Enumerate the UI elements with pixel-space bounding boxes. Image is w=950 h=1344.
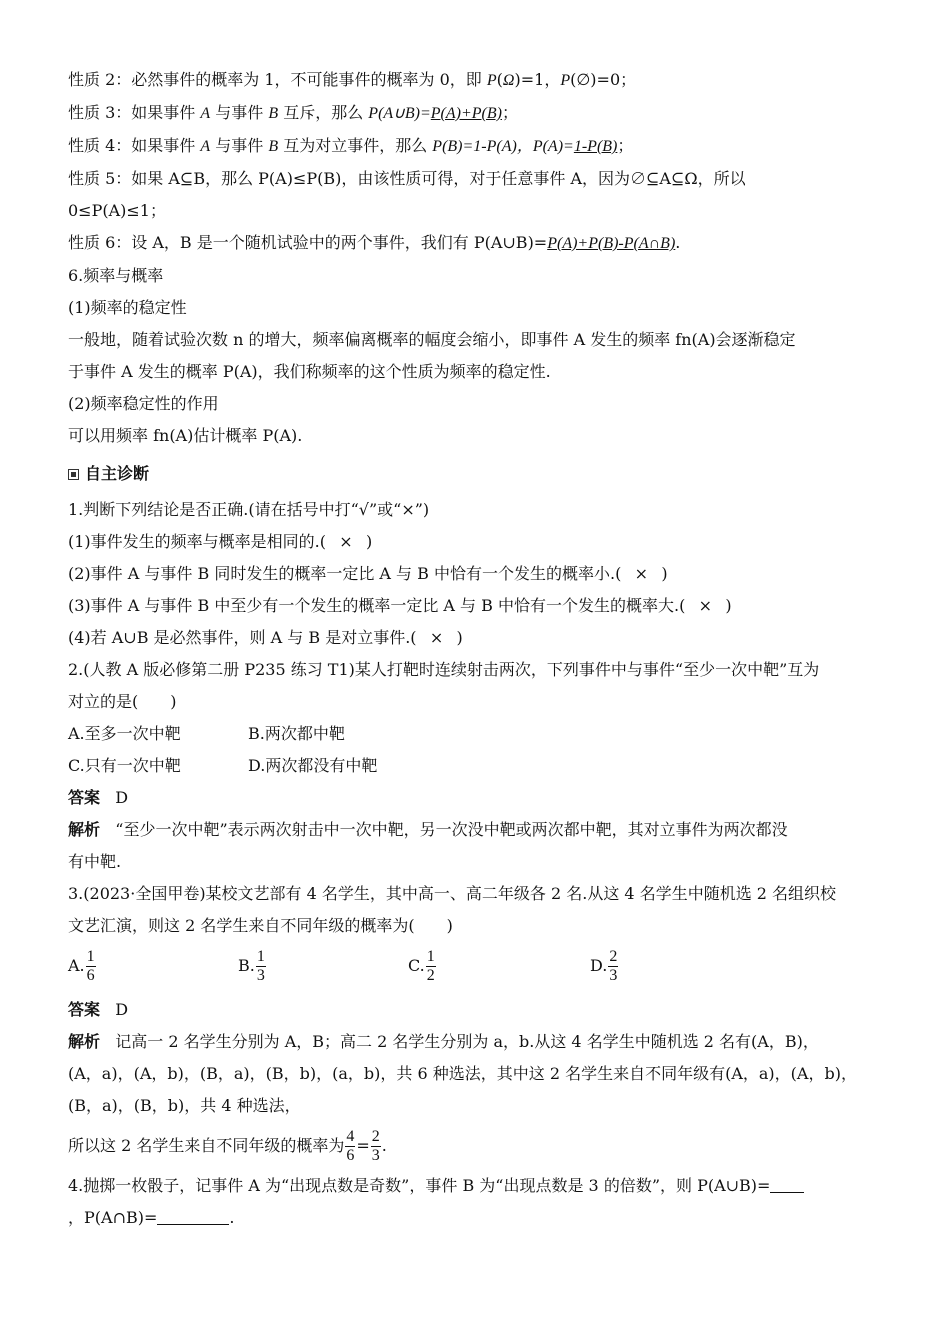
- q2-stem-1: 2.(人教 A 版必修第二册 P235 练习 T1)某人打靶时连续射击两次，下列事件中与事件“至少一次中靶”互为: [68, 660, 820, 679]
- property-6: 性质 6：设 A，B 是一个随机试验中的两个事件，我们有 P(A∪B)=P(A)+P(B)-P(A∩B).: [68, 233, 681, 252]
- property-2: 性质 2：必然事件的概率为 1，不可能事件的概率为 0，即 P(Ω)=1，P(∅)=0；: [68, 70, 637, 89]
- q3-analysis-1: 解析 记高一 2 名学生分别为 A，B；高二 2 名学生分别为 a，b.从这 4 名学生中随机选 2 名有(A，B)，: [68, 1032, 819, 1051]
- q3-option-d: D. $\frac{2}{3}$: [590, 947, 618, 984]
- freq-heading: 6.频率与概率: [68, 266, 164, 285]
- section-title: 自主诊断: [85, 464, 150, 483]
- freq-paragraph-1b: 于事件 A 发生的概率 P(A)，我们称频率的这个性质为频率的稳定性.: [68, 362, 551, 381]
- property-5-line-2: 0≤P(A)≤1；: [68, 201, 166, 220]
- freq-subheading-2: (2)频率稳定性的作用: [68, 394, 219, 413]
- q2-analysis-1: 解析 “至少一次中靶”表示两次射击中一次中靶，另一次没中靶或两次都中靶，其对立事件为两次都没: [68, 820, 788, 839]
- q3-stem-2: 文艺汇演，则这 2 名学生来自不同年级的概率为( ): [68, 916, 453, 935]
- answer-underline: 1-P(B): [573, 138, 618, 155]
- q3-analysis-3: (B，a)，(B，b)，共 4 种选法，: [68, 1096, 301, 1115]
- q2-option-a: A.至多一次中靶: [68, 724, 181, 743]
- q2-options-row-1: [68, 718, 883, 750]
- q1-stem: 1.判断下列结论是否正确.(请在括号中打“√”或“×”): [68, 500, 430, 519]
- fraction: $\frac{1}{3}$: [256, 947, 265, 984]
- document-page: [68, 64, 883, 1234]
- q3-option-b: B. $\frac{1}{3}$: [238, 947, 265, 984]
- q2-options-row-2: [68, 750, 883, 782]
- fraction: $\frac{1}{6}$: [86, 947, 95, 984]
- text: 性质 2：必然事件的概率为 1，不可能事件的概率为 0，即: [68, 70, 487, 89]
- property-4: 性质 4：如果事件 A 与事件 B 互为对立事件，那么 P(B)=1-P(A)，P(A)=1-P(B)；: [68, 136, 634, 155]
- q2-stem-2: 对立的是( ): [68, 692, 177, 711]
- fraction: $\frac{1}{2}$: [426, 947, 435, 984]
- q3-option-c: C. $\frac{1}{2}$: [408, 947, 435, 984]
- q2-analysis-2: 有中靶.: [68, 852, 122, 871]
- q3-option-a: A. $\frac{1}{6}$: [68, 947, 95, 984]
- freq-paragraph-2: 可以用频率 fn(A)估计概率 P(A).: [68, 426, 303, 445]
- q2-option-d: D.两次都没有中靶: [248, 756, 378, 775]
- section-heading: [68, 458, 883, 490]
- q4-stem-2: ，P(A∩B)= .: [68, 1208, 235, 1227]
- q1-item-4: (4)若 A∪B 是必然事件，则 A 与 B 是对立事件.( × ): [68, 628, 463, 647]
- q3-answer: 答案 D: [68, 1000, 129, 1019]
- q3-conclusion: 所以这 2 名学生来自不同年级的概率为 $\frac{4}{6}$ = $\frac{2}{3}$ .: [68, 1127, 387, 1164]
- answer-underline: P(A)+P(B)-P(A∩B): [547, 235, 676, 252]
- q1-item-3: (3)事件 A 与事件 B 中至少有一个发生的概率一定比 A 与 B 中恰有一个发生的概率大.( × ): [68, 596, 732, 615]
- answer-underline: P(A)+P(B): [430, 105, 502, 122]
- q3-analysis-2: (A，a)，(A，b)，(B，a)，(B，b)，(a，b)，共 6 种选法，其中这 2 名学生来自不同年级有(A，a)，(A，b)，: [68, 1064, 857, 1083]
- square-bullet-icon: [68, 469, 79, 480]
- freq-paragraph-1a: 一般地，随着试验次数 n 的增大，频率偏离概率的幅度会缩小，即事件 A 发生的频率 fn(A)会逐渐稳定: [68, 330, 796, 349]
- q4-stem-1: 4.抛掷一枚骰子，记事件 A 为“出现点数是奇数”，事件 B 为“出现点数是 3 的倍数”，则 P(A∪B)=: [68, 1170, 883, 1202]
- answer-blank[interactable]: [770, 1176, 804, 1193]
- property-3: 性质 3：如果事件 A 与事件 B 互斥，那么 P(A∪B)=P(A)+P(B)；: [68, 103, 518, 122]
- fraction: $\frac{2}{3}$: [371, 1127, 380, 1164]
- property-5-line-1: 性质 5：如果 A⊆B，那么 P(A)≤P(B)，由该性质可得，对于任意事件 A，因为∅⊆A⊆Ω，所以: [68, 169, 746, 188]
- q1-item-2: (2)事件 A 与事件 B 同时发生的概率一定比 A 与 B 中恰有一个发生的概率小.( × ): [68, 564, 668, 583]
- q2-option-b: B.两次都中靶: [248, 724, 345, 743]
- freq-subheading-1: (1)频率的稳定性: [68, 298, 187, 317]
- answer-blank[interactable]: [157, 1208, 229, 1225]
- q3-options: [68, 942, 883, 990]
- q3-stem-1: 3.(2023·全国甲卷)某校文艺部有 4 名学生，其中高一、高二年级各 2 名.从这 4 名学生中随机选 2 名组织校: [68, 884, 837, 903]
- fraction: $\frac{2}{3}$: [609, 947, 618, 984]
- q2-answer: 答案 D: [68, 788, 129, 807]
- q2-option-c: C.只有一次中靶: [68, 756, 181, 775]
- q1-item-1: (1)事件发生的频率与概率是相同的.( × ): [68, 532, 373, 551]
- fraction: $\frac{4}{6}$: [346, 1127, 355, 1164]
